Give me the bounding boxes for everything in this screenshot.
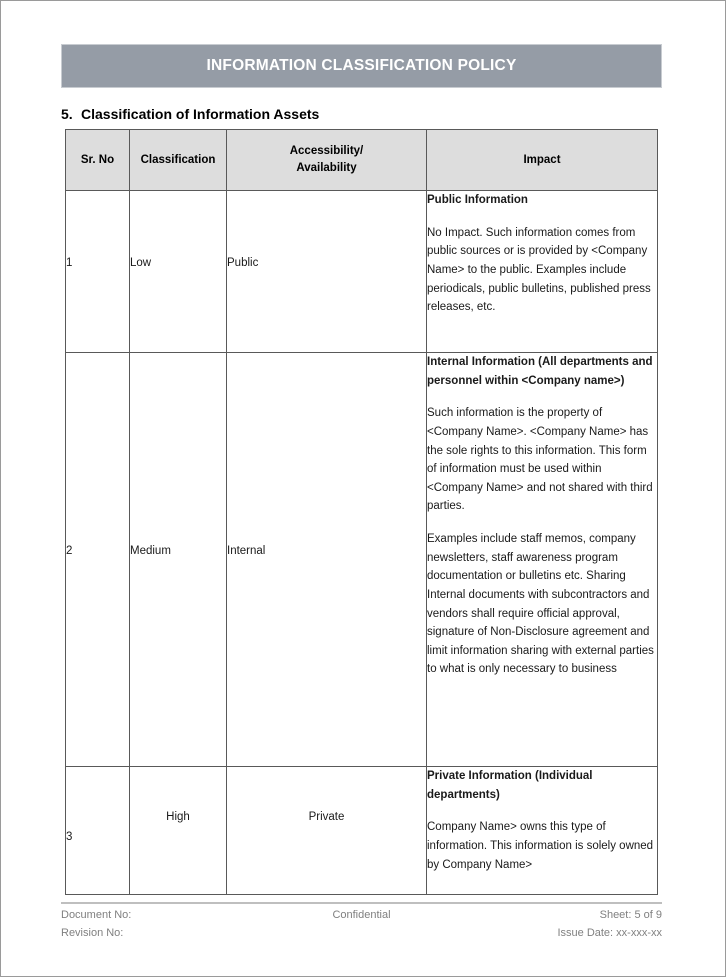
- table-header-row: [66, 130, 658, 191]
- section-number: 5.: [61, 106, 73, 122]
- cell-sr-no: 3: [66, 767, 130, 895]
- page-footer: [61, 907, 662, 943]
- impact-title: Public Information: [427, 194, 528, 206]
- cell-impact: [427, 767, 658, 895]
- impact-paragraph: No Impact. Such information comes from public sources or is provided by <Company Name> to the public. Examples include periodicals, public bulletins, published press releases, etc.: [427, 226, 651, 314]
- classification-table: [65, 129, 658, 895]
- footer-row-bottom: [61, 925, 662, 943]
- footer-document-no: Document No:: [61, 909, 132, 921]
- column-header-impact: Impact: [427, 130, 658, 191]
- impact-title: Internal Information (All departments and personnel within <Company name>): [427, 356, 653, 387]
- document-title-banner: [61, 44, 662, 88]
- table-row: [66, 353, 658, 767]
- footer-center-spacer: [277, 925, 445, 943]
- footer-issue-date: Issue Date: xx-xxx-xx: [557, 926, 662, 939]
- section-title: Classification of Information Assets: [81, 106, 320, 122]
- cell-accessibility: Private: [227, 767, 427, 895]
- column-header-accessibility-line1: Accessibility/: [289, 145, 364, 158]
- footer-row-top: [61, 907, 662, 925]
- impact-paragraph: Company Name> owns this type of information. This information is solely owned by Company Name>: [427, 821, 654, 871]
- cell-accessibility: Public: [227, 191, 427, 353]
- document-title: INFORMATION CLASSIFICATION POLICY: [206, 57, 517, 74]
- cell-classification: Low: [130, 191, 227, 353]
- column-header-accessibility: [227, 130, 427, 191]
- footer-divider: [61, 902, 662, 904]
- cell-classification: High: [130, 767, 227, 895]
- cell-classification: Medium: [130, 353, 227, 767]
- impact-title: Private Information (Individual departments): [427, 770, 593, 801]
- footer-revision-no: Revision No:: [61, 926, 124, 939]
- footer-sheet-number: Sheet: 5 of 9: [599, 909, 662, 921]
- impact-paragraph: Examples include staff memos, company newsletters, staff awareness program documentation or bulletins etc. Sharing Internal documents with subcontractors and vendors shall require official approval, signature of Non-Disclosure agreement and limit information sharing with external parties to what is only necessary to business: [427, 533, 654, 676]
- column-header-sr-no: Sr. No: [66, 130, 130, 191]
- footer-confidentiality: Confidential: [332, 909, 391, 921]
- cell-sr-no: 1: [66, 191, 130, 353]
- section-heading: [61, 106, 319, 122]
- cell-impact: [427, 353, 658, 767]
- table-row: [66, 767, 658, 895]
- cell-impact: [427, 191, 658, 353]
- column-header-accessibility-line2: Availability: [296, 162, 357, 174]
- cell-accessibility: Internal: [227, 353, 427, 767]
- column-header-classification: Classification: [130, 130, 227, 191]
- cell-sr-no: 2: [66, 353, 130, 767]
- table-row: [66, 191, 658, 353]
- impact-paragraph: Such information is the property of <Company Name>. <Company Name> has the sole rights to this information. This form of information must be used within <Company Name> and not shared with third parties.: [427, 407, 653, 513]
